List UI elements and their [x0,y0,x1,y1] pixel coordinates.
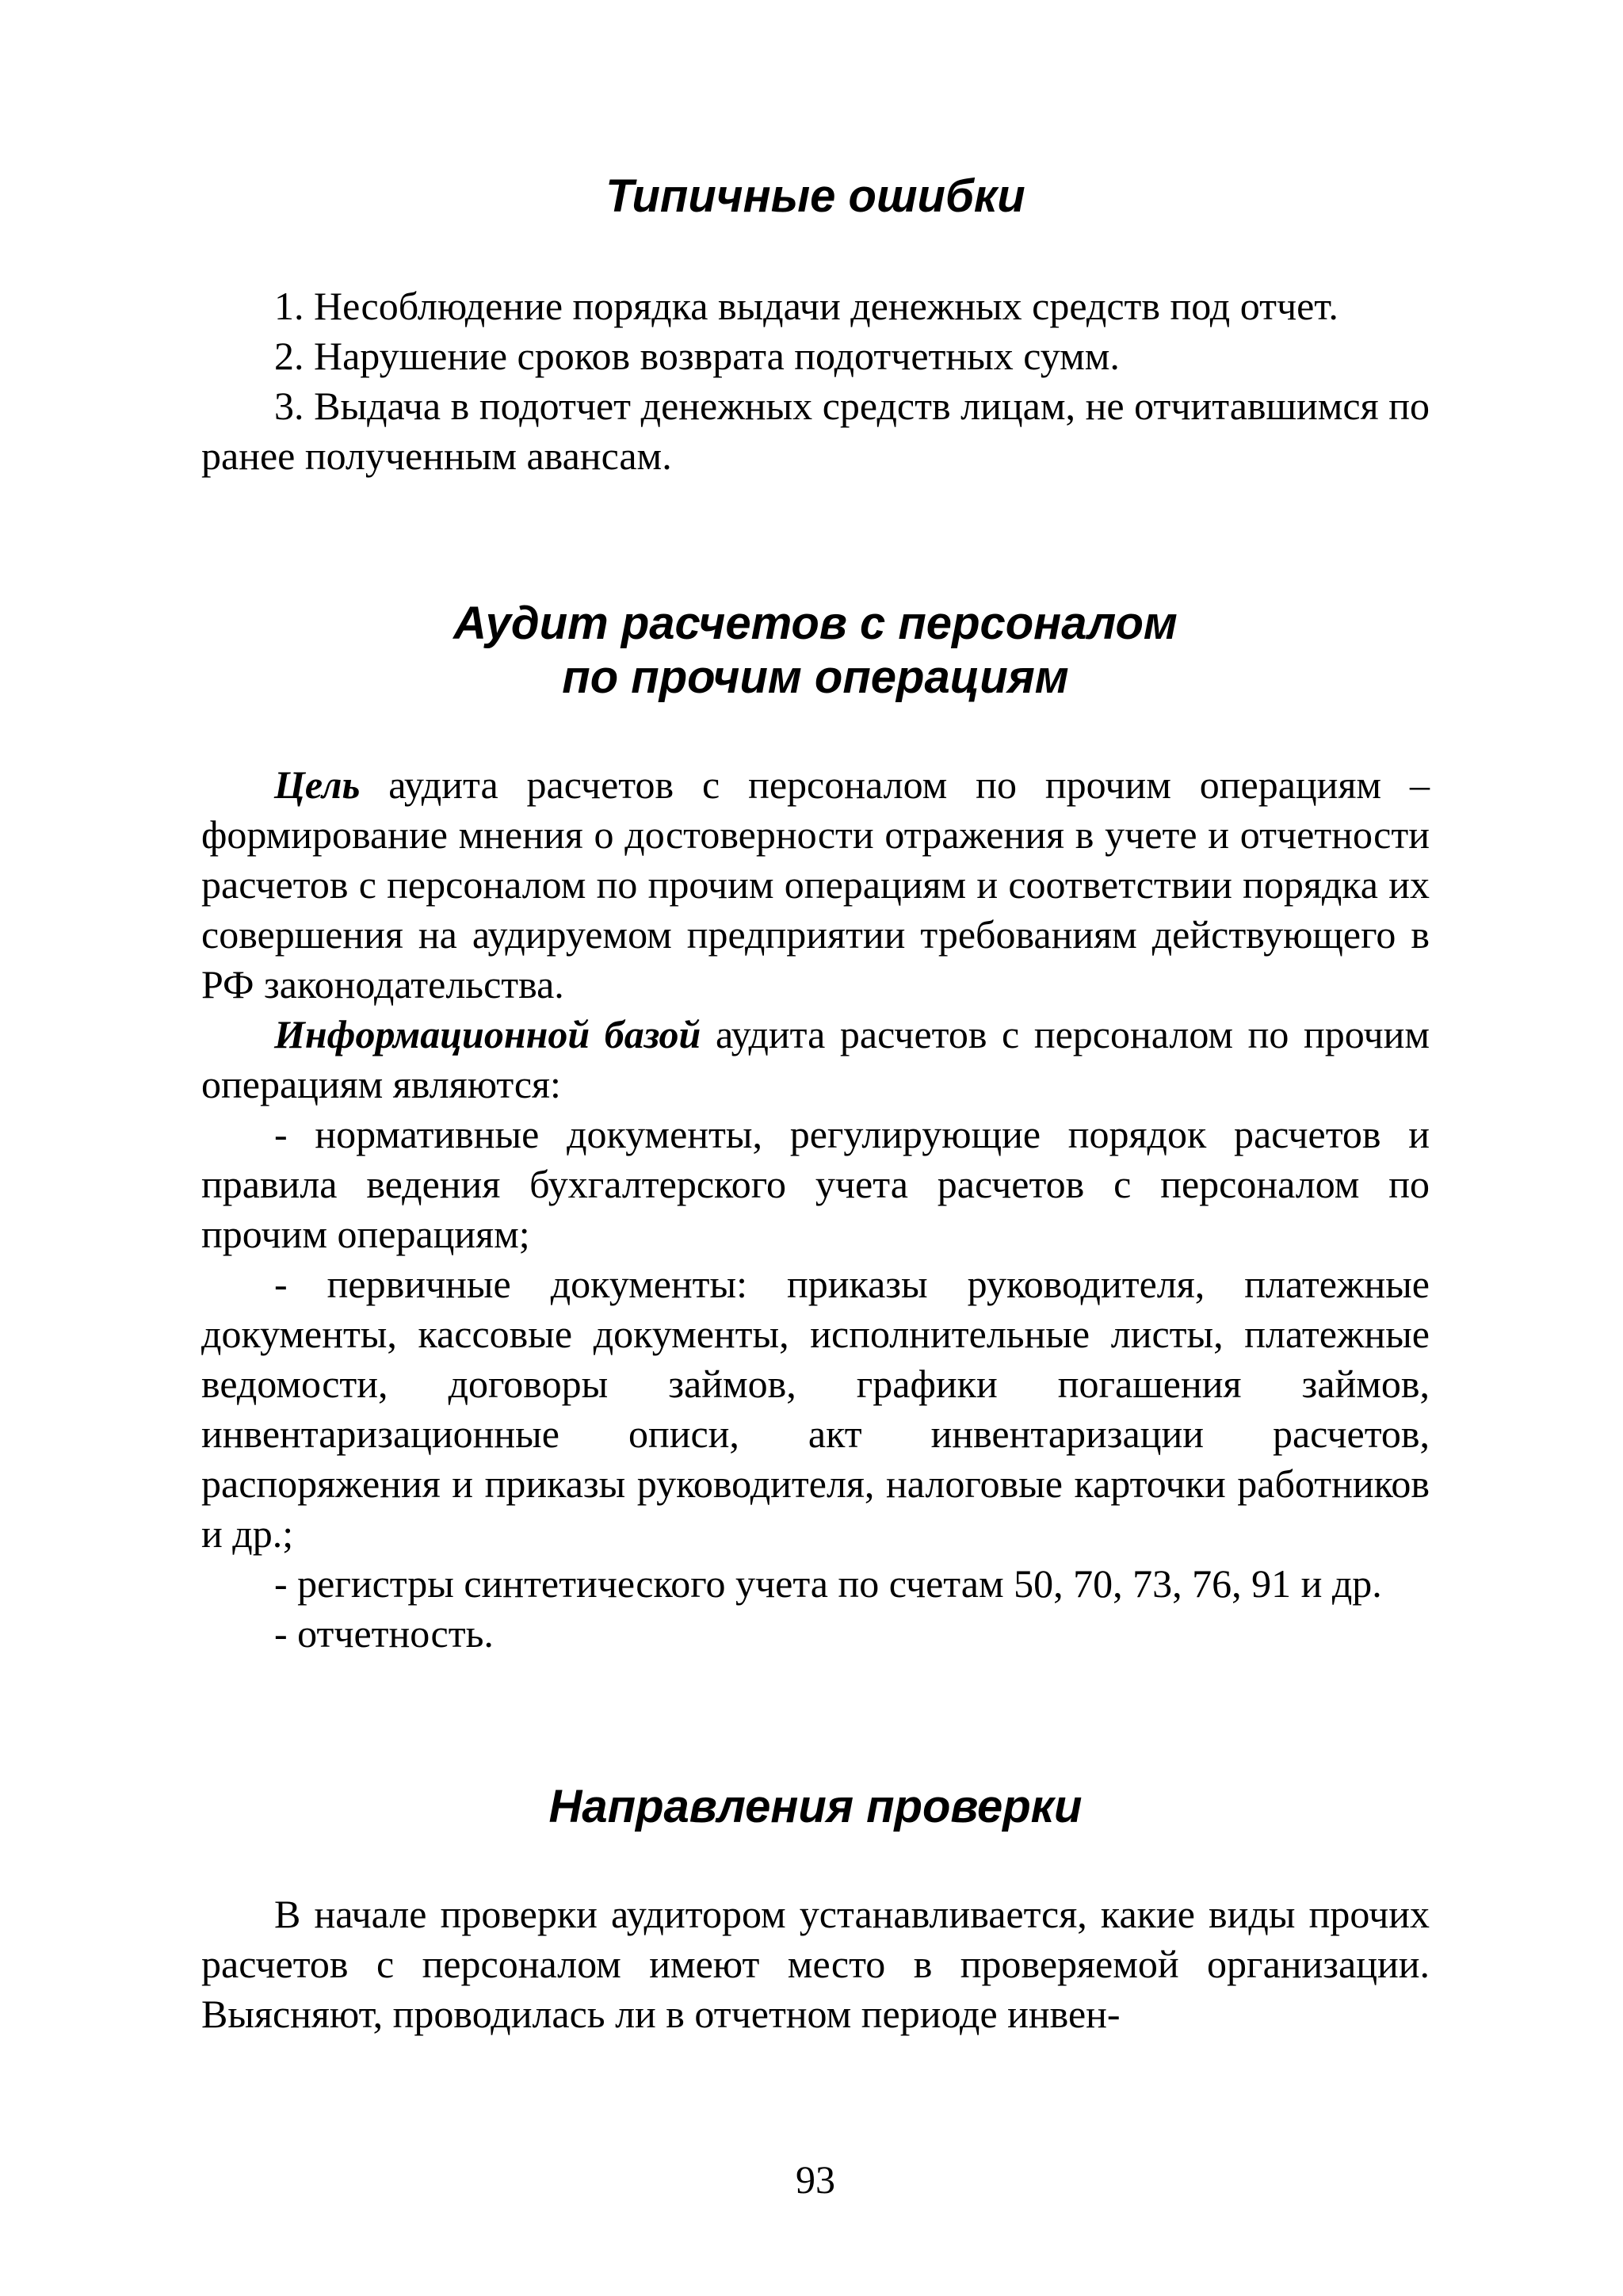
audit-body [201,760,1430,1659]
error-item-3: 3. Выдача в подотчет денежных средств лицам, не отчитавшимся по ранее полученным авансам. [201,384,1430,478]
heading-audit-other-operations [201,597,1430,705]
info-base-item-4: - отчетность. [274,1611,494,1656]
heading-audit-line-2: по прочим операциям [562,651,1069,703]
directions-body [201,1889,1430,2039]
info-base-item-3: - регистры синтетического учета по счетам 50, 70, 73, 76, 91 и др. [274,1561,1382,1606]
info-base-text: аудита расчетов с персоналом по прочим операциям являются: [201,1012,1430,1106]
errors-list [201,281,1430,481]
directions-paragraph: В начале проверки аудитором устанавливается, какие виды прочих расчетов с персоналом имеют место в проверяемой организации. Выясняют, проводилась ли в отчетном периоде инвен- [201,1892,1430,2036]
goal-paragraph [201,760,1430,1010]
goal-term: Цель [274,762,361,807]
goal-text: аудита расчетов с персоналом по прочим операциям – формирование мнения о достоверности отражения в учете и отчетности расчетов с персоналом по прочим операциям и соответствии порядка их совершения на аудируемом предприятии требованиям действующего в РФ законодательства. [201,762,1430,1007]
info-base-item-2: - первичные документы: приказы руководителя, платежные документы, кассовые документы, исполнительные листы, платежные ведомости, договоры займов, графики погашения займов, инвентаризационные описи, акт инвентаризации расчетов, распоряжения и приказы руководителя, налоговые карточки работников и др.; [201,1262,1430,1556]
info-base-item-1: - нормативные документы, регулирующие порядок расчетов и правила ведения бухгалтерского учета расчетов с персоналом по прочим операциям; [201,1112,1430,1256]
heading-typical-errors: Типичные ошибки [605,170,1025,222]
heading-audit-line-1: Аудит расчетов с персоналом [453,598,1178,649]
book-page [201,0,1430,2296]
info-base-paragraph [201,1010,1430,1110]
info-base-term: Информационной базой [274,1012,701,1056]
error-item-1: 1. Несоблюдение порядка выдачи денежных средств под отчет. [274,284,1338,328]
heading-directions: Направления проверки [548,1781,1083,1832]
page-number: 93 [796,2157,835,2202]
error-item-2: 2. Нарушение сроков возврата подотчетных сумм. [274,334,1120,378]
